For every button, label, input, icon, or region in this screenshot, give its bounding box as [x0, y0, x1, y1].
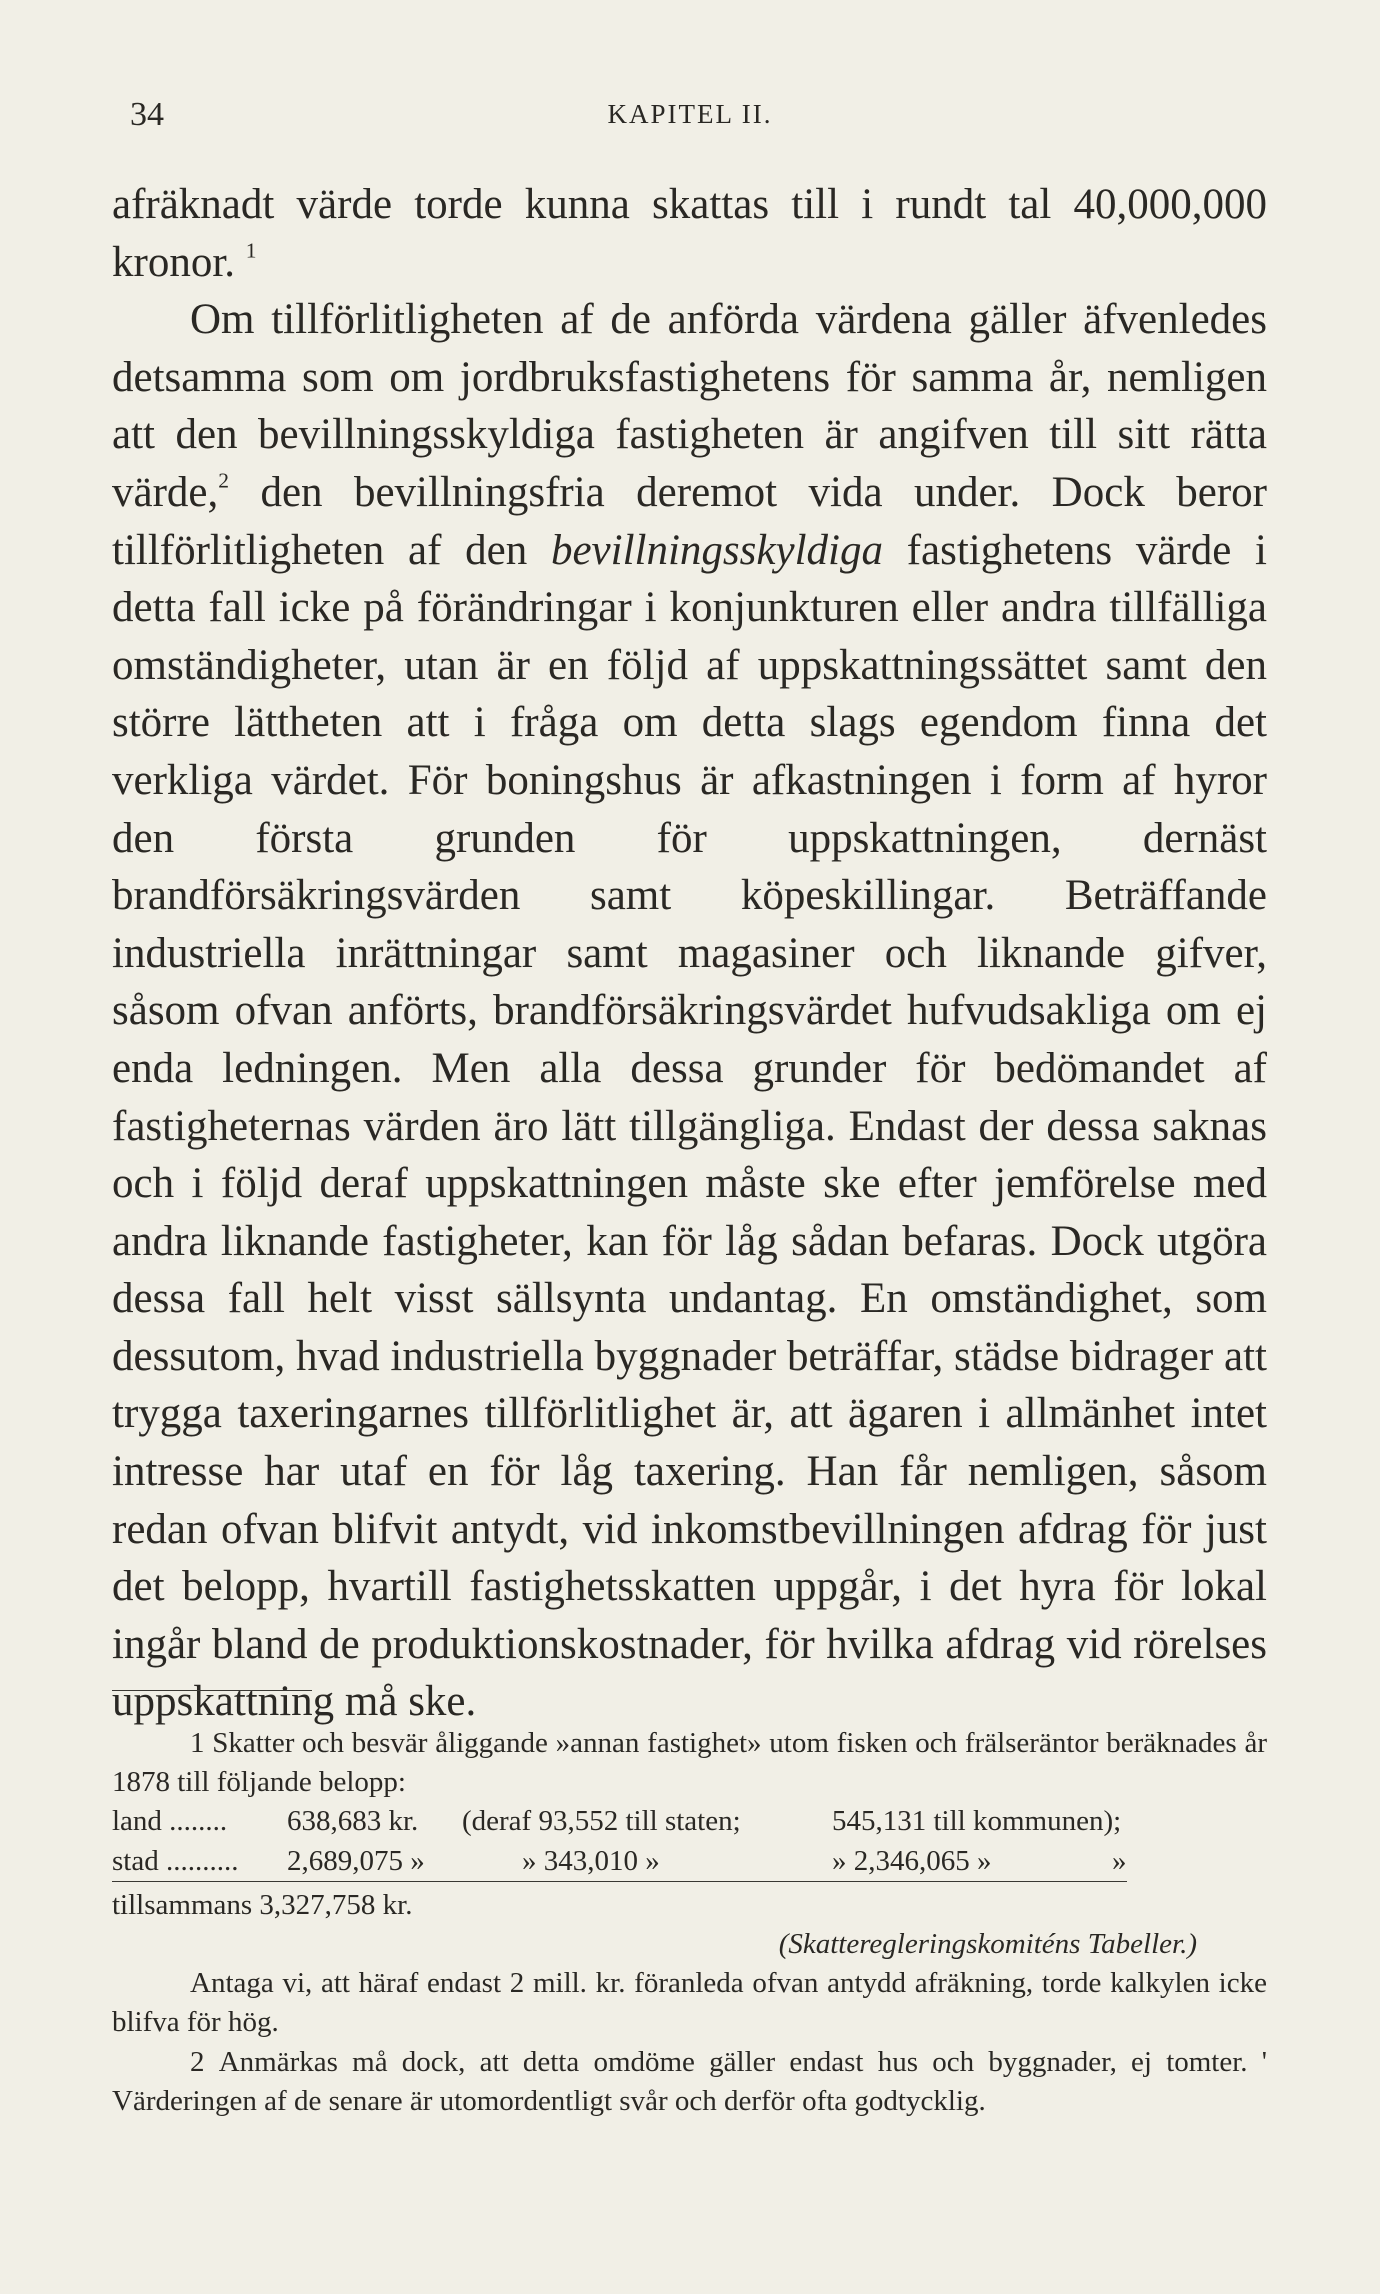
body-text: [112, 176, 1267, 1731]
footnote-ref-1[interactable]: 1: [245, 238, 257, 263]
paragraph-2: Om tillförlitligheten af de anförda värdena gäller äfvenledes detsamma som om jordbruksfastighetens för samma år, nemligen att den bevillningsskyldiga fastigheten är angifven till sitt rätta värde,$^2$ den bevillningsfria deremot vida under. Dock beror tillförlitligheten af den bevillningsskyldiga fastighetens värde i detta fall icke på förändringar i konjunkturen eller andra tillfälliga omständigheter, utan är en följd af uppskattningssättet samt den större lättheten att i fråga om detta slags egendom finna det verkliga värdet. För boningshus är afkastningen i form af hyror den första grunden för uppskattningen, dernäst brandförsäkringsvärden samt köpeskillingar. Beträffande industriella inrättningar samt magasiner och liknande gifver, såsom ofvan anförts, brandförsäkringsvärdet hufvudsakliga om ej enda ledningen. Men alla dessa grunder för bedömandet af fastigheternas värden äro lätt tillgängliga. Endast der dessa saknas och i följd deraf uppskattningen måste ske efter jemförelse med andra liknande fastigheter, kan för låg sådan befaras. Dock utgöra dessa fall helt visst sällsynta undantag. En omständighet, som dessutom, hvad industriella byggnader beträffar, städse bidrager att trygga taxeringarnes tillförlitlighet är, att ägaren i allmänhet intet intresse har utaf en för låg taxering. Han får nemligen, såsom redan ofvan blifvit antydt, vid inkomstbevillningen afdrag för just det belopp, hvartill fastighetsskatten uppgår, i det hyra för lokal ingår bland de produktionskostnader, för hvilka afdrag vid rörelses uppskattning må ske.: [112, 296, 1267, 1726]
footnote-1-comment: Antaga vi, att häraf endast 2 mill. kr. föranleda ofvan antydd afräkning, torde kalkylen icke blifva för hög.: [112, 1967, 1267, 2039]
page-number: 34: [130, 96, 164, 133]
footnote-ref-2[interactable]: 2: [218, 468, 229, 493]
footnote-1-table: [112, 1802, 1127, 1881]
emphasis: bevillningsskyldiga: [550, 526, 883, 574]
footnote-2: 2 Anmärkas må dock, att detta omdöme gäller endast hus och byggnader, ej tomter. ' Värderingen af de senare är utomordentligt svår och derför ofta godtycklig.: [112, 2045, 1267, 2117]
footnotes: [112, 1724, 1267, 2121]
running-title: KAPITEL II.: [607, 99, 773, 129]
paragraph-1: afräknadt värde torde kunna skattas till i rundt tal 40,000,000 kronor. $^1$: [112, 181, 1267, 286]
footnote-divider: [112, 1690, 312, 1691]
footnote-2-mark: 2: [190, 2045, 205, 2078]
footnote-1-total: tillsammans 3,327,758 kr.: [112, 1888, 413, 1921]
footnote-1-intro: 1 Skatter och besvär åliggande »annan fastighet» utom fisken och frälseräntor beräknades år 1878 till följande belopp:: [112, 1727, 1267, 1799]
table-row-land: land ........ 638,683 kr. (deraf 93,552 till staten; 545,131 till kommunen);: [112, 1805, 1122, 1838]
footnote-1-source: (Skatteregleringskomiténs Tabeller.): [778, 1928, 1197, 1961]
table-row-stad: stad .......... 2,689,075 » » 343,010 » » 2,346,065 » »: [112, 1842, 1127, 1882]
footnote-1-mark: 1: [190, 1727, 205, 1759]
